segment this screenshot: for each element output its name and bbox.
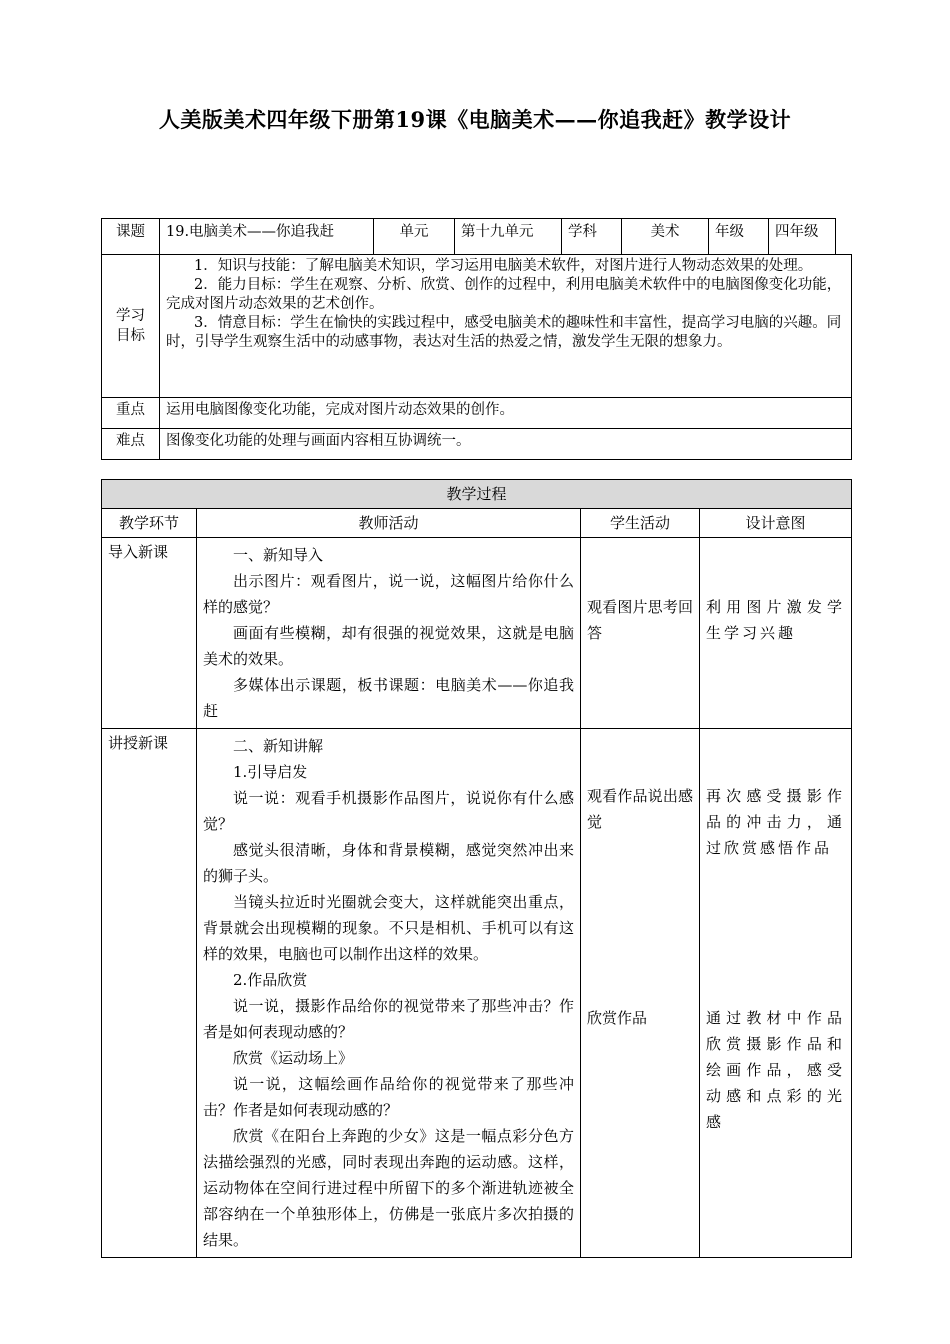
goals-label-line1: 学习 xyxy=(116,308,145,324)
goal-ability: 2．能力目标：学生在观察、分析、欣赏、创作的过程中，利用电脑美术软件中的电脑图像变化功能，完成对图片动态效果的艺术创作。 xyxy=(166,277,842,312)
stage-intro-label: 导入新课 xyxy=(102,538,197,729)
col-intent: 设计意图 xyxy=(700,509,852,538)
col-teacher: 教师活动 xyxy=(197,509,581,538)
teacher-line: 当镜头拉近时光圈就会变大，这样就能突出重点，背景就会出现模糊的现象。不只是相机、手机可以有这样的效果，电脑也可以制作出这样的效果。 xyxy=(203,893,574,963)
stage-teach-student xyxy=(581,729,700,1258)
subject-value: 美术 xyxy=(622,219,709,255)
teacher-line: 说一说，这幅绘画作品给你的视觉带来了那些冲击？作者是如何表现动感的？ xyxy=(203,1075,574,1119)
course-info-row xyxy=(102,219,852,255)
stage-intro-teacher xyxy=(197,538,581,729)
difficulty-row xyxy=(102,429,852,460)
stage-intro-row xyxy=(102,538,852,729)
teacher-line: 感觉头很清晰，身体和背景模糊，感觉突然冲出来的狮子头。 xyxy=(203,841,574,885)
unit-value: 第十九单元 xyxy=(455,219,562,255)
grade-label: 年级 xyxy=(709,219,769,255)
stage-teach-teacher xyxy=(197,729,581,1258)
subject-label: 学科 xyxy=(562,219,622,255)
goals-content xyxy=(160,255,852,398)
stage-teach-label: 讲授新课 xyxy=(102,729,197,1258)
student-activity: 观看作品说出感觉 xyxy=(587,787,693,831)
goals-row xyxy=(102,255,852,398)
col-stage: 教学环节 xyxy=(102,509,197,538)
teacher-line: 说一说，摄影作品给你的视觉带来了那些冲击？作者是如何表现动感的？ xyxy=(203,997,574,1041)
teacher-line: 多媒体出示课题，板书课题：电脑美术——你追我赶 xyxy=(203,676,574,720)
topic-label: 课题 xyxy=(102,219,160,255)
teaching-process-table xyxy=(101,479,852,1258)
topic-value: 19.电脑美术——你追我赶 xyxy=(160,219,374,255)
key-point-value: 运用电脑图像变化功能，完成对图片动态效果的创作。 xyxy=(160,398,852,429)
difficulty-label: 难点 xyxy=(102,429,160,460)
goals-label xyxy=(102,255,160,398)
design-intent: 再次感受摄影作品的冲击力，通过欣赏感悟作品 xyxy=(706,787,846,857)
unit-label: 单元 xyxy=(374,219,455,255)
course-info-table xyxy=(101,218,852,460)
stage-intro-student xyxy=(581,538,700,729)
teacher-line: 二、新知讲解 xyxy=(233,737,324,755)
student-activity: 观看图片思考回答 xyxy=(587,598,693,642)
design-intent: 通过教材中作品欣赏摄影作品和绘画作品，感受动感和点彩的光感 xyxy=(706,1009,846,1131)
goals-label-line2: 目标 xyxy=(116,328,145,344)
teacher-line: 出示图片：观看图片，说一说，这幅图片给你什么样的感觉？ xyxy=(203,572,574,616)
process-header-row xyxy=(102,480,852,509)
process-header: 教学过程 xyxy=(102,480,852,509)
teacher-line: 欣赏《在阳台上奔跑的少女》这是一幅点彩分色方法描绘强烈的光感，同时表现出奔跑的运动感。这样，运动物体在空间行进过程中所留下的多个渐进轨迹被全部容纳在一个单独形体上，仿佛是一张底片多次拍摄的结果。 xyxy=(203,1127,574,1249)
teacher-line: 画面有些模糊，却有很强的视觉效果，这就是电脑美术的效果。 xyxy=(203,624,574,668)
teacher-line: 1.引导启发 xyxy=(233,763,308,781)
difficulty-value: 图像变化功能的处理与画面内容相互协调统一。 xyxy=(160,429,852,460)
stage-teach-intent xyxy=(700,729,852,1258)
student-activity: 欣赏作品 xyxy=(587,1009,648,1027)
column-header-row xyxy=(102,509,852,538)
stage-intro-intent xyxy=(700,538,852,729)
col-student: 学生活动 xyxy=(581,509,700,538)
design-intent: 利用图片激发学生学习兴趣 xyxy=(706,598,846,642)
goal-affective: 3．情意目标：学生在愉快的实践过程中，感受电脑美术的趣味性和丰富性，提高学习电脑的兴趣。同时，引导学生观察生活中的动感事物，表达对生活的热爱之情，激发学生无限的想象力。 xyxy=(166,315,842,350)
document-title: 人美版美术四年级下册第19课《电脑美术——你追我赶》教学设计 xyxy=(158,107,792,132)
teacher-line: 一、新知导入 xyxy=(233,546,324,564)
grade-value: 四年级 xyxy=(769,219,836,255)
key-point-label: 重点 xyxy=(102,398,160,429)
goal-knowledge: 1．知识与技能：了解电脑美术知识，学习运用电脑美术软件，对图片进行人物动态效果的处理。 xyxy=(194,258,813,274)
spacer-cell xyxy=(836,219,852,255)
stage-teach-row xyxy=(102,729,852,1258)
teacher-line: 欣赏《运动场上》 xyxy=(233,1049,354,1067)
teacher-line: 说一说：观看手机摄影作品图片，说说你有什么感觉？ xyxy=(203,789,574,833)
key-point-row xyxy=(102,398,852,429)
teacher-line: 2.作品欣赏 xyxy=(233,971,308,989)
